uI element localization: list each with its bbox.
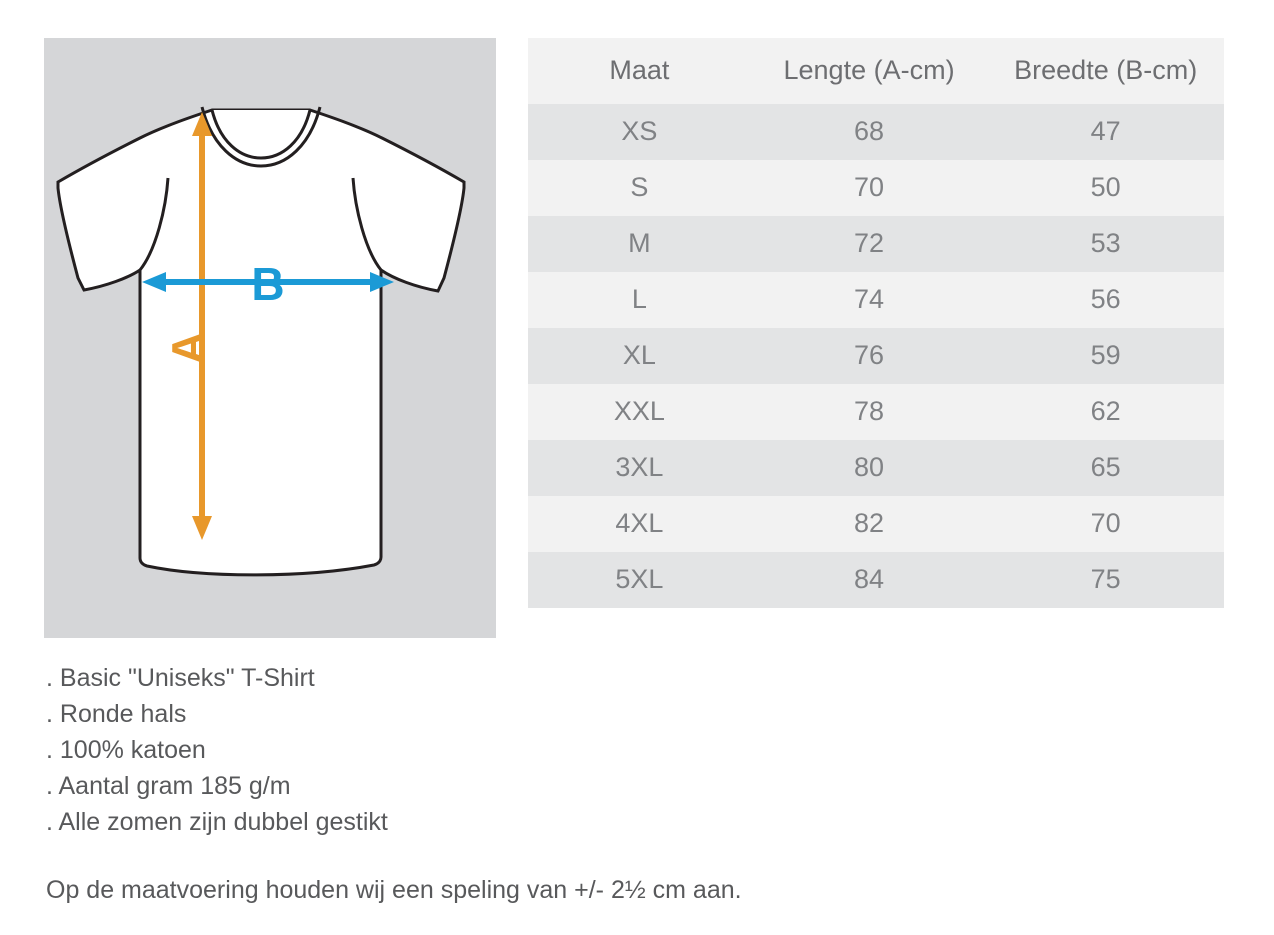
cell-length: 74 [854, 284, 885, 314]
width-label-b: B [251, 258, 285, 310]
measurement-tolerance-note: Op de maatvoering houden wij een speling van +/- 2½ cm aan. [46, 876, 742, 904]
cell-width: 65 [1090, 452, 1121, 482]
cell-length: 78 [854, 396, 885, 426]
tshirt-illustration-panel [44, 38, 496, 638]
cell-width: 59 [1090, 340, 1121, 370]
cell-size: 5XL [615, 564, 664, 594]
cell-length: 82 [854, 508, 885, 538]
spec-item: . Ronde hals [46, 700, 187, 728]
header-length: Lengte (A-cm) [751, 38, 988, 104]
cell-width: 62 [1090, 396, 1121, 426]
cell-length: 72 [854, 228, 885, 258]
cell-size: XS [621, 116, 658, 146]
shirt-body-path [58, 110, 464, 575]
table-row [528, 160, 1224, 216]
cell-size: 4XL [615, 508, 664, 538]
spec-item: . Alle zomen zijn dubbel gestikt [46, 808, 388, 836]
spec-item: . Basic "Uniseks" T-Shirt [46, 664, 315, 692]
cell-size: 3XL [615, 452, 664, 482]
table-row [528, 328, 1224, 384]
cell-width: 53 [1090, 228, 1121, 258]
cell-size: XXL [613, 396, 665, 426]
tshirt-diagram [44, 38, 496, 638]
table-row [528, 272, 1224, 328]
table-row [528, 440, 1224, 496]
size-chart-table [528, 38, 1224, 608]
cell-length: 68 [854, 116, 885, 146]
cell-length: 80 [854, 452, 885, 482]
cell-width: 70 [1090, 508, 1121, 538]
spec-item: . Aantal gram 185 g/m [46, 772, 291, 800]
product-spec-list [46, 660, 946, 840]
header-width: Breedte (B-cm) [987, 38, 1224, 104]
cell-width: 75 [1090, 564, 1121, 594]
table-row [528, 552, 1224, 608]
cell-length: 76 [854, 340, 885, 370]
cell-size: XL [622, 340, 656, 370]
header-size: Maat [528, 38, 751, 104]
table-row [528, 216, 1224, 272]
cell-length: 70 [854, 172, 885, 202]
cell-width: 50 [1090, 172, 1121, 202]
table-row [528, 496, 1224, 552]
cell-size: S [630, 172, 649, 202]
height-label-a: A [162, 331, 214, 365]
table-row [528, 104, 1224, 160]
table-header-row [528, 38, 1224, 104]
cell-length: 84 [854, 564, 885, 594]
cell-size: M [628, 228, 651, 258]
table-row [528, 384, 1224, 440]
cell-size: L [631, 284, 647, 314]
spec-item: . 100% katoen [46, 736, 206, 764]
cell-width: 47 [1090, 116, 1121, 146]
cell-width: 56 [1090, 284, 1121, 314]
